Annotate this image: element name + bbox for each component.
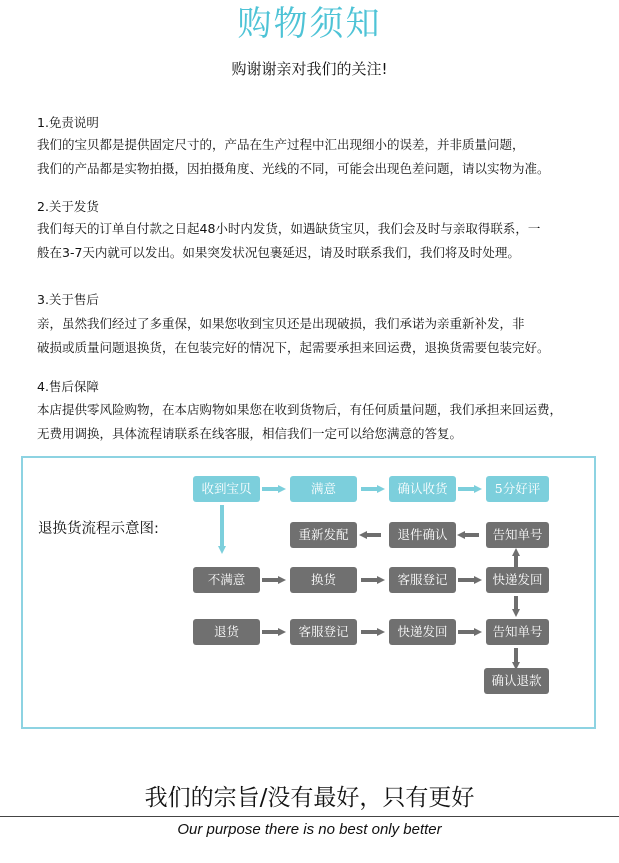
section-1-heading: 1.免责说明 — [37, 115, 99, 130]
flow-node-confirm-refund: 确认退款 — [484, 668, 549, 694]
flow-label: 退换货流程示意图: — [38, 521, 159, 537]
section-3-line-1: 亲，虽然我们经过了多重保，如果您收到宝贝还是出现破损，我们承诺为亲重新补发，非 — [37, 316, 525, 331]
section-1-line-1: 我们的宝贝都是提供固定尺寸的，产品在生产过程中汇出现细小的误差，并非质量问题， — [37, 137, 525, 152]
flow-node-cs-register-2: 客服登记 — [290, 619, 357, 645]
flow-node-notify-number-1: 告知单号 — [486, 522, 549, 548]
flow-node-five-star-review: 5分好评 — [486, 476, 549, 502]
flow-node-unsatisfied: 不满意 — [193, 567, 260, 593]
flow-node-receive: 收到宝贝 — [193, 476, 260, 502]
flow-node-express-return-2: 快递发回 — [389, 619, 456, 645]
footer-slogan-en: Our purpose there is no best only better — [177, 821, 442, 838]
page-title: 购物须知 — [237, 4, 382, 44]
flow-node-satisfied: 满意 — [290, 476, 357, 502]
flow-node-exchange: 换货 — [290, 567, 357, 593]
flow-node-reship: 重新发配 — [290, 522, 357, 548]
section-2-line-1: 我们每天的订单自付款之日起48小时内发货，如遇缺货宝贝，我们会及时与亲取得联系，一 — [37, 221, 541, 236]
section-4-line-1: 本店提供零风险购物，在本店购物如果您在收到货物后，有任何质量问题，我们承担来回运费， — [37, 402, 563, 417]
section-2-heading: 2.关于发货 — [37, 199, 99, 214]
section-4-heading: 4.售后保障 — [37, 379, 99, 394]
section-4-line-2: 无费用调换，具体流程请联系在线客服，相信我们一定可以给您满意的答复。 — [37, 426, 463, 441]
footer-slogan-cn: 我们的宗旨/没有最好，只有更好 — [144, 785, 475, 811]
flow-node-cs-register-1: 客服登记 — [389, 567, 456, 593]
flow-node-express-return-1: 快递发回 — [486, 567, 549, 593]
section-3-line-2: 破损或质量问题退换货，在包装完好的情况下，起需要承担来回运费，退换货需要包装完好。 — [37, 340, 550, 355]
section-3-heading: 3.关于售后 — [37, 292, 99, 307]
flow-node-notify-number-2: 告知单号 — [486, 619, 549, 645]
page-subtitle: 购谢谢亲对我们的关注! — [231, 60, 388, 78]
flow-node-return-confirm: 退件确认 — [389, 522, 456, 548]
footer-divider — [0, 816, 619, 817]
flow-node-refund-return: 退货 — [193, 619, 260, 645]
section-1-line-2: 我们的产品都是实物拍摄，因拍摄角度、光线的不同，可能会出现色差问题，请以实物为准。 — [37, 161, 550, 176]
section-2-line-2: 般在3-7天内就可以发出。如果突发状况包裹延迟，请及时联系我们，我们将及时处理。 — [37, 245, 520, 260]
flow-node-confirm-receipt: 确认收货 — [389, 476, 456, 502]
